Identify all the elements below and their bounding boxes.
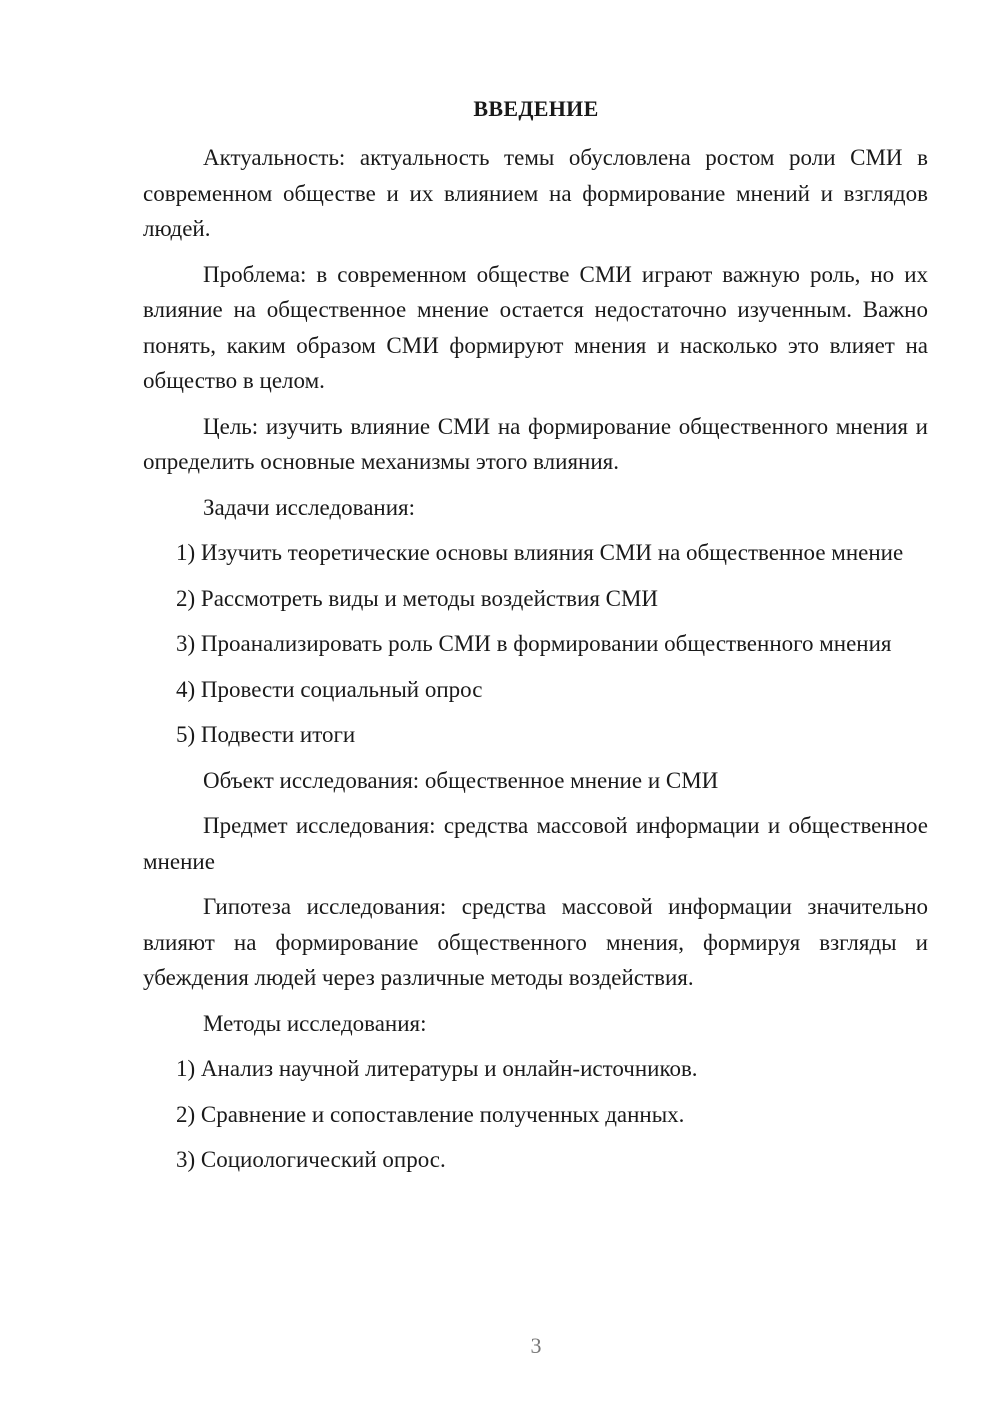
page-title: ВВЕДЕНИЕ <box>473 96 599 121</box>
list-item-task-4: 4) Провести социальный опрос <box>176 676 483 702</box>
document-body <box>143 140 928 1188</box>
paragraph-hypothesis: Гипотеза исследования: средства массовой информации значительно влияют на формирование общественного мнения, формируя взгляды и убеждения людей через различные методы воздействия. <box>143 894 928 990</box>
list-item-task-1: 1) Изучить теоретические основы влияния СМИ на общественное мнение <box>176 540 904 565</box>
paragraph-object: Объект исследования: общественное мнение и СМИ <box>203 767 719 793</box>
paragraph-goal: Цель: изучить влияние СМИ на формирование общественного мнения и определить основные механизмы этого влияния. <box>143 413 928 474</box>
paragraph-subject: Предмет исследования: средства массовой информации и общественное мнение <box>143 813 928 874</box>
list-item-task-3: 3) Проанализировать роль СМИ в формировании общественного мнения <box>176 631 892 656</box>
list-item-task-2: 2) Рассмотреть виды и методы воздействия СМИ <box>176 585 659 611</box>
list-item-method-3: 3) Социологический опрос. <box>176 1147 446 1172</box>
paragraph-tasks-heading: Задачи исследования: <box>203 494 416 520</box>
paragraph-relevance: Актуальность: актуальность темы обусловлена ростом роли СМИ в современном обществе и их влиянием на формирование мнений и взглядов людей. <box>143 145 928 241</box>
list-item-method-1: 1) Анализ научной литературы и онлайн-источников. <box>176 1056 698 1081</box>
paragraph-methods-heading: Методы исследования: <box>203 1010 427 1036</box>
list-item-task-5: 5) Подвести итоги <box>176 722 356 747</box>
list-item-method-2: 2) Сравнение и сопоставление полученных данных. <box>176 1101 685 1127</box>
paragraph-problem: Проблема: в современном обществе СМИ играют важную роль, но их влияние на общественное мнение остается недостаточно изученным. Важно понять, каким образом СМИ формируют мнения и насколько это влияет на общество в целом. <box>143 261 928 393</box>
page-number: 3 <box>530 1333 542 1358</box>
